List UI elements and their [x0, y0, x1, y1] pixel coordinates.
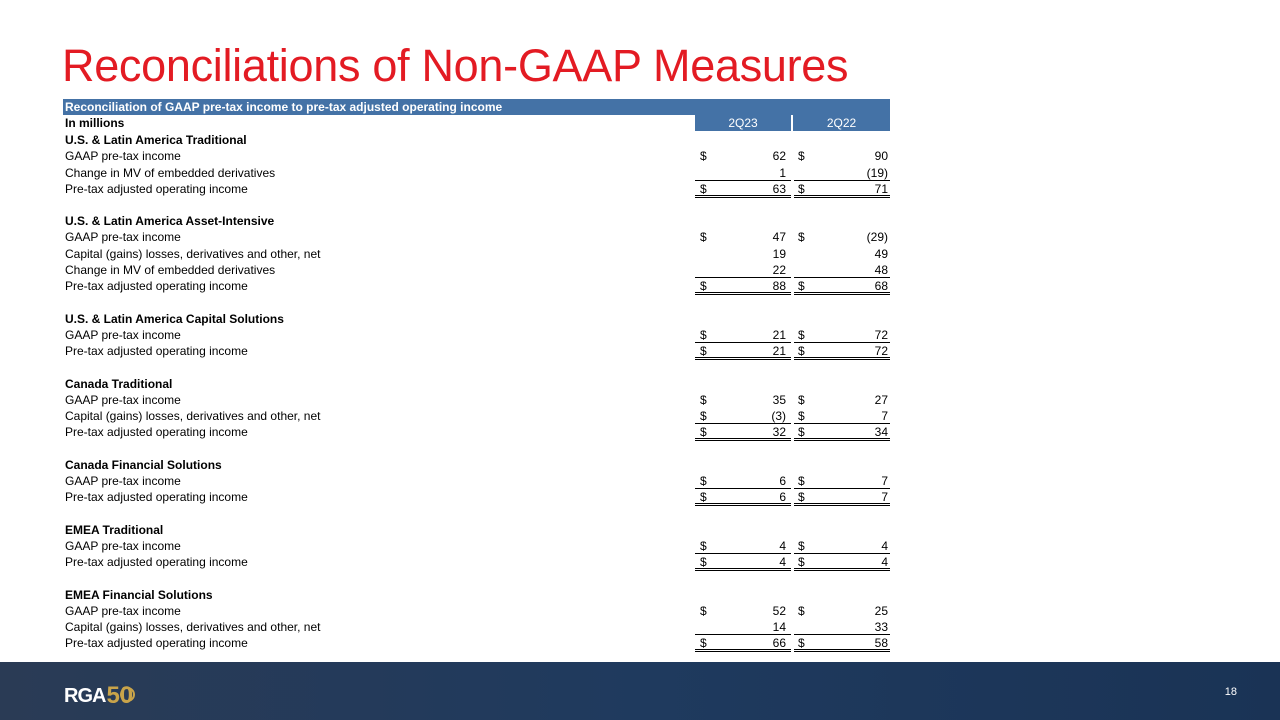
value-2q22: 71: [874, 181, 888, 196]
dollar-sign-2q22: $: [798, 327, 805, 342]
value-2q22: 90: [874, 149, 888, 164]
section-heading: [63, 311, 890, 327]
logo-anniversary: 50: [106, 682, 134, 709]
dollar-sign-2q22: $: [798, 555, 805, 570]
table-section: [63, 506, 890, 571]
value-2q22: 34: [874, 425, 888, 440]
dollar-sign-2q22: $: [798, 636, 805, 651]
column-header-2q23: 2Q23: [695, 115, 791, 131]
table-row: [63, 538, 890, 554]
dollar-sign-2q22: $: [798, 230, 805, 245]
row-label: Pre-tax adjusted operating income: [65, 425, 248, 440]
value-cell-2q23: [695, 165, 791, 181]
value-2q23: 62: [772, 149, 786, 164]
section-heading: [63, 522, 890, 538]
dollar-sign-2q23: $: [700, 230, 707, 245]
row-label: Change in MV of embedded derivatives: [65, 165, 276, 180]
row-label: GAAP pre-tax income: [65, 327, 181, 342]
section-heading: [63, 457, 890, 473]
value-2q22: 58: [874, 636, 888, 651]
dollar-sign-2q23: $: [700, 474, 707, 489]
value-2q22: (19): [866, 165, 888, 180]
dollar-sign-2q22: $: [798, 474, 805, 489]
value-2q23: 6: [779, 490, 786, 505]
value-2q23: 88: [772, 279, 786, 294]
row-label: Pre-tax adjusted operating income: [65, 636, 248, 651]
value-2q22: 7: [881, 490, 888, 505]
unit-label: In millions: [65, 116, 125, 130]
value-2q23: 19: [772, 246, 786, 261]
dollar-sign-2q23: $: [700, 636, 707, 651]
dollar-sign-2q22: $: [798, 490, 805, 505]
table-section: [63, 295, 890, 360]
section-heading: [63, 587, 890, 603]
dollar-sign-2q23: $: [700, 425, 707, 440]
section-heading-label: U.S. & Latin America Capital Solutions: [65, 311, 284, 326]
table-row: [63, 148, 890, 164]
value-cell-2q22: [794, 538, 890, 554]
row-label: GAAP pre-tax income: [65, 474, 181, 489]
value-2q23: 66: [772, 636, 786, 651]
row-label: Capital (gains) losses, derivatives and other, net: [65, 620, 321, 635]
row-label: Pre-tax adjusted operating income: [65, 344, 248, 359]
table-section: [63, 197, 890, 294]
row-label: GAAP pre-tax income: [65, 538, 181, 553]
value-2q22: 49: [874, 246, 888, 261]
section-spacer: [63, 197, 890, 213]
table-row: [63, 343, 890, 359]
value-2q23: 32: [772, 425, 786, 440]
table-row: [63, 489, 890, 505]
value-2q23: 22: [772, 263, 786, 278]
row-label: GAAP pre-tax income: [65, 149, 181, 164]
value-2q23: 1: [779, 165, 786, 180]
value-cell-2q23: [695, 489, 791, 506]
table-row: [63, 327, 890, 343]
section-heading: [63, 132, 890, 148]
value-2q23: 4: [779, 555, 786, 570]
section-heading-label: U.S. & Latin America Asset-Intensive: [65, 214, 275, 229]
value-2q22: 72: [874, 327, 888, 342]
value-cell-2q22: [794, 408, 890, 424]
table-row: [63, 278, 890, 294]
value-2q22: 7: [881, 409, 888, 424]
page-title: Reconciliations of Non-GAAP Measures: [62, 40, 849, 91]
value-2q23: 21: [772, 327, 786, 342]
value-cell-2q23: [695, 554, 791, 571]
value-cell-2q22: [794, 489, 890, 506]
value-2q22: 72: [874, 344, 888, 359]
value-cell-2q22: [794, 554, 890, 571]
table-row: [63, 165, 890, 181]
value-2q23: 14: [772, 620, 786, 635]
dollar-sign-2q23: $: [700, 327, 707, 342]
value-2q22: (29): [866, 230, 888, 245]
value-2q22: 33: [874, 620, 888, 635]
dollar-sign-2q22: $: [798, 409, 805, 424]
section-heading-label: Canada Traditional: [65, 376, 173, 391]
value-2q22: 27: [874, 392, 888, 407]
section-heading: [63, 376, 890, 392]
value-2q22: 68: [874, 279, 888, 294]
dollar-sign-2q23: $: [700, 181, 707, 196]
table-row: [63, 392, 890, 408]
value-2q22: 48: [874, 263, 888, 278]
value-2q23: (3): [771, 409, 786, 424]
rga-logo: [64, 682, 133, 710]
reconciliation-table: [63, 99, 890, 652]
dollar-sign-2q23: $: [700, 490, 707, 505]
row-label: Pre-tax adjusted operating income: [65, 490, 248, 505]
dollar-sign-2q22: $: [798, 538, 805, 553]
table-row: [63, 603, 890, 619]
section-heading-label: EMEA Traditional: [65, 522, 164, 537]
table-row: [63, 473, 890, 489]
dollar-sign-2q22: $: [798, 392, 805, 407]
dollar-sign-2q22: $: [798, 279, 805, 294]
value-2q22: 7: [881, 474, 888, 489]
value-2q23: 47: [772, 230, 786, 245]
row-label: Capital (gains) losses, derivatives and other, net: [65, 246, 321, 261]
table-section: [63, 571, 890, 652]
dollar-sign-2q22: $: [798, 149, 805, 164]
dollar-sign-2q23: $: [700, 392, 707, 407]
table-row: [63, 181, 890, 197]
table-row: [63, 262, 890, 278]
column-header-2q22: 2Q22: [793, 115, 890, 131]
value-2q22: 4: [881, 555, 888, 570]
table-section: [63, 360, 890, 441]
row-label: GAAP pre-tax income: [65, 392, 181, 407]
row-label: Pre-tax adjusted operating income: [65, 181, 248, 196]
dollar-sign-2q23: $: [700, 538, 707, 553]
value-cell-2q23: [695, 538, 791, 554]
logo-ring-icon: [120, 687, 135, 702]
value-cell-2q23: [695, 473, 791, 489]
logo-text: RGA: [64, 684, 106, 707]
dollar-sign-2q23: $: [700, 603, 707, 618]
section-spacer: [63, 506, 890, 522]
row-label: GAAP pre-tax income: [65, 603, 181, 618]
value-2q23: 4: [779, 538, 786, 553]
dollar-sign-2q23: $: [700, 344, 707, 359]
section-heading-label: EMEA Financial Solutions: [65, 587, 213, 602]
value-2q23: 35: [772, 392, 786, 407]
section-heading-label: Canada Financial Solutions: [65, 457, 222, 472]
dollar-sign-2q22: $: [798, 344, 805, 359]
table-header: Reconciliation of GAAP pre-tax income to pre-tax adjusted operating income: [63, 99, 890, 115]
table-row: [63, 619, 890, 635]
dollar-sign-2q23: $: [700, 279, 707, 294]
column-header-row: [63, 115, 890, 132]
footer-bar: [0, 662, 1280, 720]
section-heading-label: U.S. & Latin America Traditional: [65, 133, 247, 147]
row-label: GAAP pre-tax income: [65, 230, 181, 245]
table-row: [63, 229, 890, 245]
table-section: [63, 441, 890, 506]
dollar-sign-2q23: $: [700, 149, 707, 164]
page-number: 18: [1224, 686, 1237, 698]
dollar-sign-2q22: $: [798, 603, 805, 618]
row-label: Pre-tax adjusted operating income: [65, 279, 248, 294]
table-row: [63, 246, 890, 262]
value-2q23: 6: [779, 474, 786, 489]
section-spacer: [63, 295, 890, 311]
value-2q23: 21: [772, 344, 786, 359]
value-cell-2q22: [794, 473, 890, 489]
row-label: Change in MV of embedded derivatives: [65, 263, 276, 278]
section-spacer: [63, 571, 890, 587]
section-heading: [63, 213, 890, 229]
row-label: Capital (gains) losses, derivatives and other, net: [65, 409, 321, 424]
value-2q22: 4: [881, 538, 888, 553]
value-2q22: 25: [874, 603, 888, 618]
value-2q23: 63: [772, 181, 786, 196]
table-row: [63, 408, 890, 424]
dollar-sign-2q22: $: [798, 181, 805, 196]
row-label: Pre-tax adjusted operating income: [65, 555, 248, 570]
table-row: [63, 554, 890, 570]
dollar-sign-2q23: $: [700, 409, 707, 424]
dollar-sign-2q22: $: [798, 425, 805, 440]
table-row: [63, 635, 890, 651]
table-body: [63, 132, 890, 652]
table-section: [63, 132, 890, 197]
dollar-sign-2q23: $: [700, 555, 707, 570]
section-spacer: [63, 360, 890, 376]
section-spacer: [63, 441, 890, 457]
value-2q23: 52: [772, 603, 786, 618]
table-row: [63, 424, 890, 440]
